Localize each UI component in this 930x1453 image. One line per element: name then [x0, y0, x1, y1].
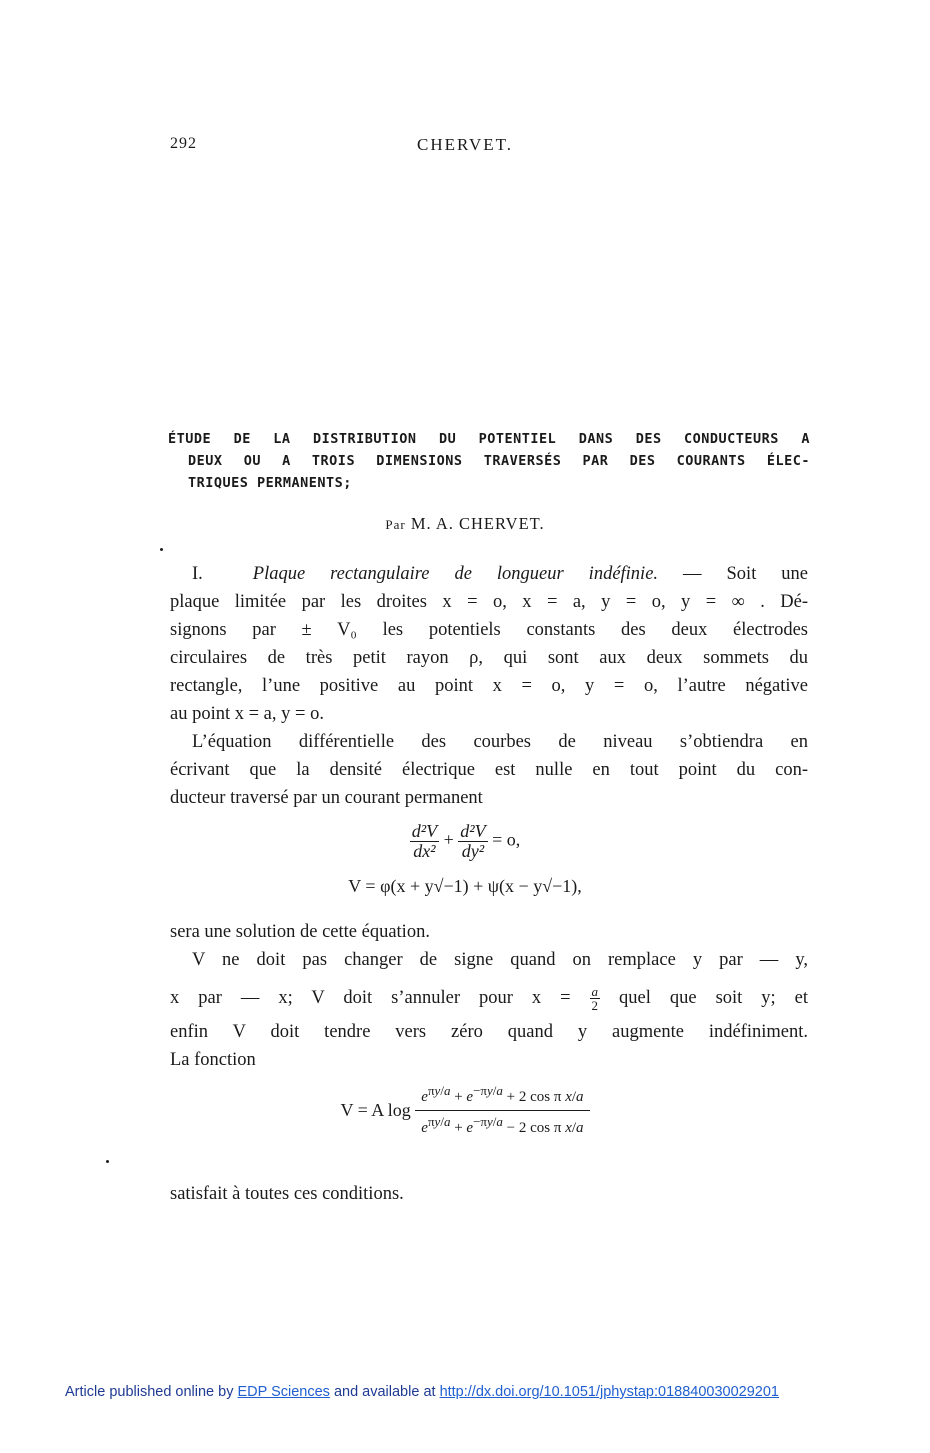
- paragraph-4: [170, 946, 808, 974]
- paragraph-5: [170, 1180, 808, 1208]
- paragraph-1-line-3: signons par ± V₀ les potentiels constants des deux électrodes: [170, 620, 808, 640]
- section-number: I.: [192, 564, 203, 584]
- fraction-d2v-dy2: [458, 822, 487, 861]
- equation-rhs: = o,: [492, 829, 521, 850]
- paragraph-2-line-2: écrivant que la densité électrique est nulle en tout point du con-: [170, 760, 808, 780]
- paragraph-2-line-3: ducteur traversé par un courant permanent: [170, 788, 483, 808]
- log-numerator: $e^{\pi y/a} + e^{-\pi y/a} + 2$ cos π x/a: [415, 1080, 589, 1111]
- fraction-numerator: d²V: [411, 821, 438, 841]
- fraction-a-over-2: [590, 985, 601, 1013]
- doi-link[interactable]: http://dx.doi.org/10.1051/jphystap:018840030029201: [439, 1384, 779, 1400]
- title-line-1: ÉTUDE DE LA DISTRIBUTION DU POTENTIEL DANS DES CONDUCTEURS A: [168, 431, 810, 447]
- paragraph-1-line-6: au point x = a, y = o.: [170, 704, 324, 724]
- paragraph-1-line-5: rectangle, l’une positive au point x = o, y = o, l’autre négative: [170, 676, 808, 696]
- paragraph-4-line-3: enfin V doit tendre vers zéro quand y augmente indéfiniment.: [170, 1022, 808, 1042]
- article-title: [168, 428, 810, 494]
- running-head: CHERVET.: [416, 135, 513, 154]
- paragraph-4-line-2-start: x par — x; V doit s’annuler pour x =: [170, 988, 571, 1008]
- paragraph-1-line-1-tail: — Soit une: [683, 564, 809, 584]
- equation-potential-function: [0, 1080, 930, 1141]
- section-heading: Plaque rectangulaire de longueur indéfinie.: [252, 564, 659, 584]
- fraction-denominator: dy²: [461, 840, 485, 861]
- paragraph-4-line-2-content: [170, 978, 808, 1018]
- fraction-denominator: dx²: [413, 840, 436, 861]
- paragraph-4-rest: [170, 1018, 808, 1074]
- publication-footer: [65, 1384, 779, 1400]
- byline-author: M. A. CHERVET.: [410, 514, 545, 533]
- stray-mark: [106, 1160, 109, 1163]
- log-denominator: $e^{\pi y/a} + e^{-\pi y/a} - 2$ cos π x/a: [421, 1113, 584, 1136]
- publisher-link[interactable]: EDP Sciences: [237, 1384, 330, 1400]
- byline: [0, 514, 930, 534]
- paragraph-3: [170, 918, 808, 946]
- page-number: 292: [170, 135, 197, 152]
- paragraph-1: [170, 560, 808, 812]
- equation-lhs: V = A log: [340, 1099, 411, 1120]
- fraction-d2v-dx2: [410, 822, 439, 861]
- fraction-numerator: a: [591, 983, 599, 999]
- log-fraction: [415, 1080, 589, 1141]
- paragraph-5-line-1: satisfait à toutes ces conditions.: [170, 1184, 404, 1204]
- paragraph-1-line-1: [170, 560, 808, 588]
- title-line-3: TRIQUES PERMANENTS;: [188, 475, 352, 491]
- paragraph-4-line-1: V ne doit pas changer de signe quand on remplace y par — y,: [192, 950, 808, 970]
- pi-glyph: π: [427, 1083, 435, 1098]
- fraction-numerator: d²V: [460, 821, 486, 841]
- plus-sign: +: [443, 829, 454, 850]
- paragraph-2-line-1: L’équation différentielle des courbes de niveau s’obtiendra en: [192, 732, 808, 752]
- paragraph-4-line-4: La fonction: [170, 1050, 256, 1070]
- paragraph-4-line-2-end: quel que soit y; et: [619, 988, 809, 1008]
- byline-par: Par: [385, 517, 406, 532]
- stray-mark: [160, 548, 163, 551]
- fraction-denominator: 2: [591, 998, 599, 1014]
- equation-laplace: [0, 822, 930, 861]
- footer-middle: and available at: [333, 1384, 436, 1400]
- paragraph-1-line-4: circulaires de très petit rayon ρ, qui sont aux deux sommets du: [170, 648, 808, 668]
- paragraph-4-line-2: [170, 978, 808, 1018]
- paragraph-3-line-1: sera une solution de cette équation.: [170, 922, 430, 942]
- footer-prefix: Article published online by: [65, 1384, 234, 1400]
- paragraph-1-line-2: plaque limitée par les droites x = o, x = a, y = o, y = ∞ . Dé-: [170, 592, 808, 612]
- title-line-2: DEUX OU A TROIS DIMENSIONS TRAVERSÉS PAR DES COURANTS ÉLEC-: [188, 453, 810, 469]
- equation-general-solution: V = φ(x + y√−1) + ψ(x − y√−1),: [348, 876, 582, 896]
